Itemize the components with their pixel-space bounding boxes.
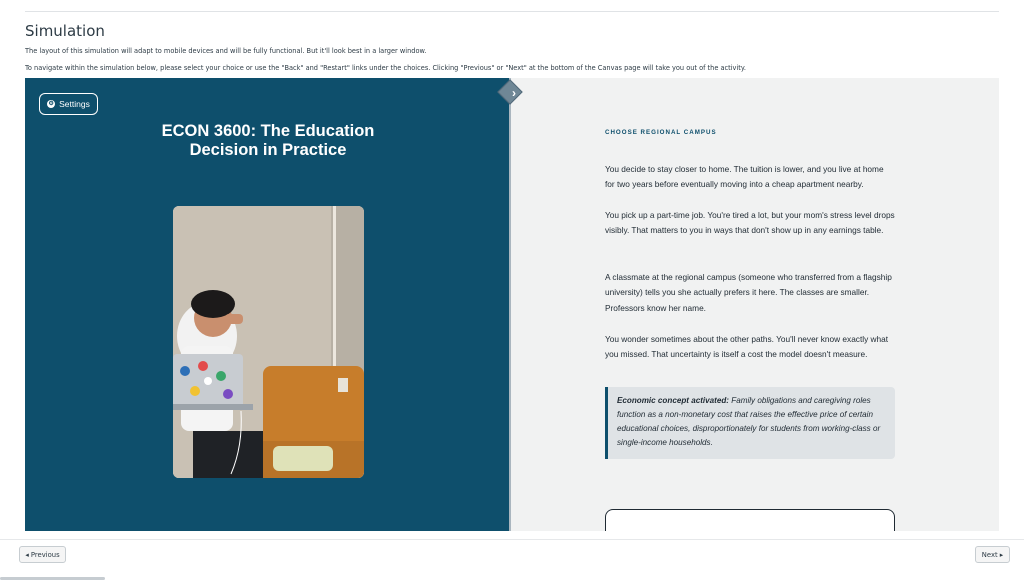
student-photo-illustration xyxy=(173,206,364,478)
top-divider xyxy=(25,11,999,12)
footer-divider xyxy=(0,539,1024,540)
choice-button[interactable] xyxy=(605,509,895,531)
simulation-right-pane xyxy=(605,78,895,531)
scene-kicker: CHOOSE REGIONAL CAMPUS xyxy=(605,129,717,136)
intro-text-layout: The layout of this simulation will adapt to mobile devices and will be fully functional. But it'll look best in a larger window. xyxy=(25,47,427,55)
simulation-frame xyxy=(25,78,999,531)
intro-text-navigation: To navigate within the simulation below, please select your choice or use the "Back" and "Restart" links under the choices. Clicking "Previous" or "Next" at the bottom of the Canvas page will take you out of the activity. xyxy=(25,64,746,72)
story-paragraph: You pick up a part-time job. You're tired a lot, but your mom's stress level drops visibly. That matters to you in ways that don't show up in any earnings table. xyxy=(605,210,895,236)
pane-divider[interactable] xyxy=(509,78,511,531)
settings-button[interactable] xyxy=(39,93,98,115)
story-paragraph: You wonder sometimes about the other paths. You'll never know exactly what you missed. That uncertainty is itself a cost the model doesn't measure. xyxy=(605,334,889,360)
chevron-right-icon[interactable]: › xyxy=(512,86,516,100)
page-title: Simulation xyxy=(25,22,105,40)
settings-label: Settings xyxy=(59,99,90,109)
student-photo xyxy=(173,206,364,478)
story-paragraph: You decide to stay closer to home. The tuition is lower, and you live at home for two years before eventually moving into a cheap apartment nearby. xyxy=(605,164,884,190)
next-button[interactable]: Next ▸ xyxy=(975,546,1010,563)
gear-icon: ⚙ xyxy=(48,101,54,107)
callout-label: Economic concept activated: xyxy=(617,396,729,405)
story-paragraph: A classmate at the regional campus (someone who transferred from a flagship university) tells you she actually prefers it here. The classes are smaller. Professors know her name. xyxy=(605,272,892,313)
simulation-left-pane xyxy=(25,78,510,531)
simulation-title: ECON 3600: The Education Decision in Practice xyxy=(161,122,375,159)
callout-text: Family obligations and caregiving roles function as a non-monetary cost that raises the effective price of certain educational choices, disproportionately for students from working-class or single-income households. xyxy=(617,396,881,447)
economic-concept-callout xyxy=(605,387,895,459)
previous-button[interactable]: ◂ Previous xyxy=(19,546,66,563)
